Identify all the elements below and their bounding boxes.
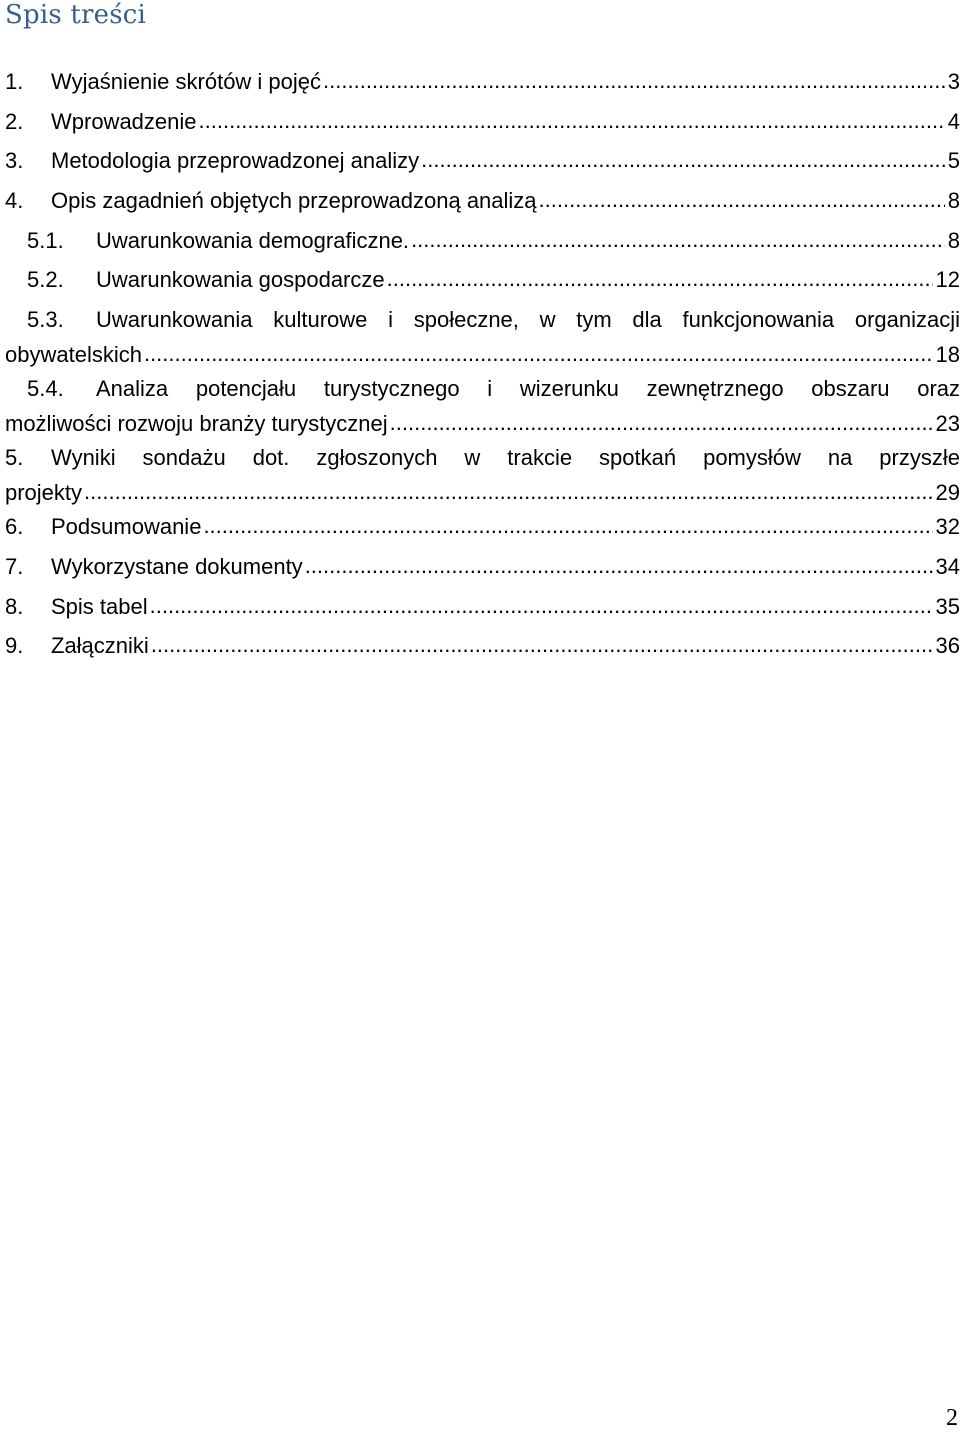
toc-subentry[interactable] [5, 369, 960, 438]
page-number: 2 [946, 1405, 958, 1431]
toc-entry-page: 36 [935, 633, 960, 659]
toc-entry-page: 32 [935, 514, 960, 540]
dot-leader [421, 140, 945, 180]
toc-entry[interactable] [5, 587, 960, 627]
toc-subentry[interactable] [5, 221, 960, 261]
toc-entry-number: 8. [5, 593, 24, 619]
toc-entry-page: 12 [935, 267, 960, 293]
toc-entry-number: 2. [5, 108, 24, 134]
dot-leader [150, 586, 933, 626]
toc-entry-page: 8 [947, 188, 960, 214]
toc-entry[interactable] [5, 626, 960, 666]
toc-entry-number: 3. [5, 148, 24, 174]
toc-entry-label: Wyniki sondażu dot. zgłoszonych w trakcie spotkań pomysłów na przyszłe [51, 445, 960, 471]
toc-entry-page: 3 [947, 69, 960, 94]
toc-entry-page: 23 [935, 411, 960, 437]
toc-entry[interactable] [5, 141, 960, 181]
dot-leader [539, 180, 945, 220]
toc-entry-label: Uwarunkowania demograficzne. [96, 227, 410, 253]
toc-entry-page: 18 [935, 342, 960, 368]
toc-entry[interactable] [5, 181, 960, 221]
toc-entry-number: 5.2. [27, 267, 64, 293]
toc-entry-number: 5.4. [27, 376, 64, 402]
toc-entry-page: 35 [935, 593, 960, 619]
toc-entry-label: Uwarunkowania kulturowe i społeczne, w tym dla funkcjonowania organizacji [96, 307, 960, 333]
dot-leader [151, 625, 933, 665]
toc-entry-number: 7. [5, 553, 24, 579]
toc-subentry[interactable] [5, 260, 960, 300]
toc-entry-label-continued: projekty [5, 480, 83, 506]
toc-entry-page: 8 [947, 227, 960, 253]
toc-entry-number: 6. [5, 514, 24, 540]
dot-leader [203, 506, 932, 546]
toc-subentry[interactable] [5, 300, 960, 369]
toc-entry-page: 34 [935, 553, 960, 579]
toc-entry-number: 5.3. [27, 307, 64, 333]
toc-entry-label: Opis zagadnień objętych przeprowadzoną analizą [51, 188, 537, 214]
toc-entry-label: Spis tabel [51, 593, 148, 619]
toc-entry-page: 4 [947, 108, 960, 134]
toc-entry-page: 5 [947, 148, 960, 174]
dot-leader [84, 477, 932, 506]
toc-entry-number: 4. [5, 188, 24, 214]
dot-leader [390, 408, 933, 437]
dot-leader [387, 259, 933, 299]
toc-heading: Spis treści [5, 0, 147, 30]
table-of-contents [5, 62, 960, 666]
toc-entry-number: 9. [5, 633, 24, 659]
toc-entry-label-continued: obywatelskich [5, 342, 142, 368]
toc-entry-label: Wykorzystane dokumenty [51, 553, 303, 579]
toc-entry[interactable] [5, 62, 960, 102]
dot-leader [323, 61, 945, 101]
toc-entry[interactable] [5, 102, 960, 142]
dot-leader [199, 101, 945, 141]
toc-entry[interactable] [5, 507, 960, 547]
toc-entry-number: 5. [5, 445, 24, 471]
toc-entry-number: 1. [5, 69, 24, 94]
toc-entry-page: 29 [935, 480, 960, 506]
toc-entry-label-continued: możliwości rozwoju branży turystycznej [5, 411, 388, 437]
toc-entry-label: Wyjaśnienie skrótów i pojęć [51, 69, 322, 94]
dot-leader [411, 220, 945, 260]
toc-entry-label: Podsumowanie [51, 514, 202, 540]
toc-entry[interactable] [5, 547, 960, 587]
toc-entry-label: Analiza potencjału turystycznego i wizerunku zewnętrznego obszaru oraz [96, 376, 960, 402]
dot-leader [305, 546, 933, 586]
toc-entry-label: Metodologia przeprowadzonej analizy [51, 148, 420, 174]
toc-entry-label: Załączniki [51, 633, 149, 659]
toc-entry-label: Uwarunkowania gospodarcze [96, 267, 385, 293]
toc-entry-number: 5.1. [27, 227, 64, 253]
toc-entry-label: Wprowadzenie [51, 108, 197, 134]
toc-entry[interactable] [5, 438, 960, 507]
dot-leader [144, 339, 933, 368]
